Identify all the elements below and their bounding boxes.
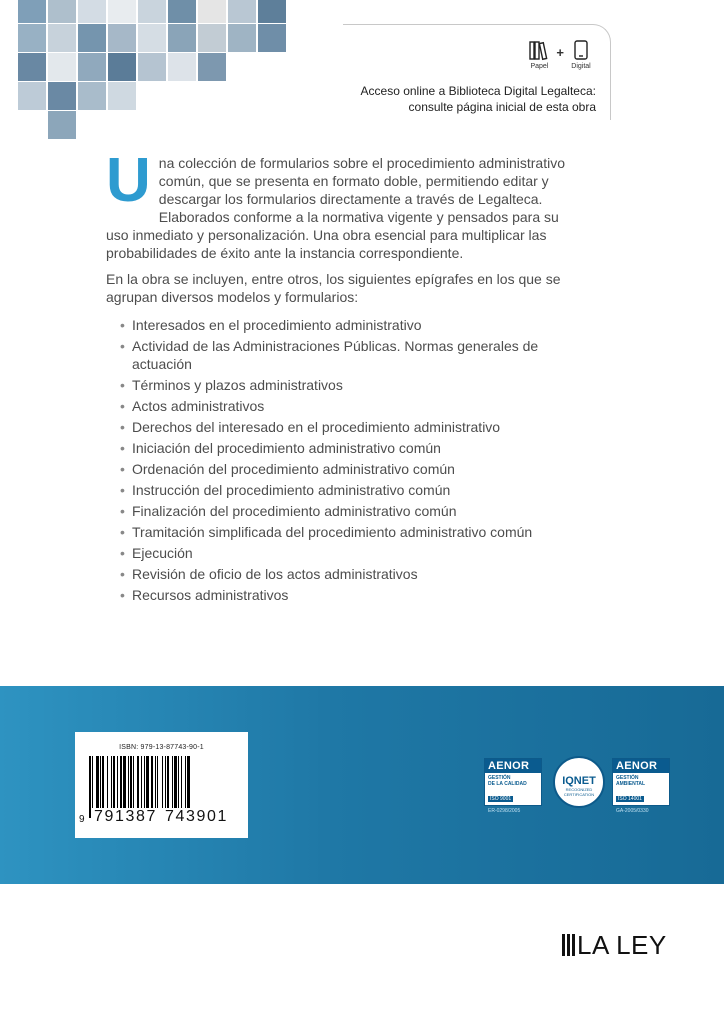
topic-text: Revisión de oficio de los actos administrativos bbox=[132, 566, 418, 582]
barcode-bar bbox=[123, 756, 126, 808]
bullet-icon: • bbox=[120, 440, 125, 456]
mosaic-tile bbox=[18, 24, 46, 52]
topic-text: Interesados en el procedimiento administrativo bbox=[132, 317, 422, 333]
topic-item bbox=[120, 502, 576, 520]
aenor-title: AENOR bbox=[485, 759, 541, 773]
back-cover-description bbox=[106, 146, 576, 607]
mosaic-tile bbox=[78, 82, 106, 110]
topic-item bbox=[120, 586, 576, 604]
bullet-icon: • bbox=[120, 317, 125, 333]
barcode-bar bbox=[167, 756, 169, 808]
mosaic-tile bbox=[18, 53, 46, 81]
bullet-icon: • bbox=[120, 524, 125, 540]
bullet-icon: • bbox=[120, 503, 125, 519]
bullet-icon: • bbox=[120, 566, 125, 582]
format-icons bbox=[528, 39, 592, 70]
intro-text: na colección de formularios sobre el procedimiento administrativo común, que se presenta en formato doble, permitiendo editar y descargar los formularios directamente a través de Legalteca. Elaborados conforme a la normativa vigente y pensados para su uso inmediato y personalización. Una obra esencial para multiplicar las probabilidades de éxito ante la instancia correspondiente. bbox=[106, 155, 565, 261]
access-line-2: consulte página inicial de esta obra bbox=[408, 100, 596, 114]
aenor-environment-seal bbox=[612, 758, 670, 806]
barcode-bar bbox=[111, 756, 112, 808]
barcode-bar bbox=[89, 756, 91, 818]
bullet-icon: • bbox=[120, 398, 125, 414]
iqnet-seal bbox=[553, 756, 605, 808]
mosaic-tile bbox=[228, 0, 256, 23]
topic-item bbox=[120, 481, 576, 499]
topic-text: Recursos administrativos bbox=[132, 587, 289, 603]
barcode-first-digit: 9 bbox=[79, 814, 85, 825]
barcode-bar bbox=[178, 756, 179, 808]
barcode-bar bbox=[100, 756, 101, 808]
barcode-bar bbox=[120, 756, 122, 808]
mosaic-tile bbox=[138, 0, 166, 23]
barcode-bar bbox=[137, 756, 139, 808]
barcode-bar bbox=[151, 756, 153, 808]
topic-item bbox=[120, 376, 576, 394]
barcode-bar bbox=[130, 756, 132, 808]
lead-paragraph: En la obra se incluyen, entre otros, los siguientes epígrafes en los que se agrupan diversos modelos y formularios: bbox=[106, 271, 561, 305]
mosaic-tile bbox=[168, 0, 196, 23]
barcode-bar bbox=[133, 756, 134, 808]
barcode-bar bbox=[157, 756, 158, 808]
mosaic-tile bbox=[108, 53, 136, 81]
topic-text: Instrucción del procedimiento administrativo común bbox=[132, 482, 451, 498]
aenor-line-1: GESTIÓN bbox=[616, 775, 639, 781]
bullet-icon: • bbox=[120, 461, 125, 477]
barcode-bar bbox=[128, 756, 129, 808]
barcode-bar bbox=[162, 756, 163, 808]
aenor-line-2: AMBIENTAL bbox=[616, 781, 646, 787]
mosaic-tile bbox=[228, 24, 256, 52]
la-ley-logo bbox=[562, 932, 667, 958]
aenor-title: AENOR bbox=[613, 759, 669, 773]
mosaic-tile bbox=[258, 24, 286, 52]
topic-text: Actos administrativos bbox=[132, 398, 265, 414]
topic-text: Derechos del interesado en el procedimiento administrativo bbox=[132, 419, 501, 435]
topic-item bbox=[120, 460, 576, 478]
aenor-line-1: GESTIÓN bbox=[488, 775, 511, 781]
barcode-bar bbox=[174, 756, 177, 808]
topic-text: Ordenación del procedimiento administrativo común bbox=[132, 461, 455, 477]
mosaic-tile bbox=[108, 82, 136, 110]
mosaic-tile bbox=[78, 53, 106, 81]
aenor-environment-number: GA-2005/0330 bbox=[616, 808, 649, 814]
mosaic-tile bbox=[168, 53, 196, 81]
barcode-bar bbox=[155, 756, 156, 808]
aenor-code: ISO 9001 bbox=[490, 796, 512, 802]
barcode-bar bbox=[181, 756, 182, 808]
topic-text: Finalización del procedimiento administrativo común bbox=[132, 503, 457, 519]
barcode-bar bbox=[172, 756, 173, 808]
bullet-icon: • bbox=[120, 545, 125, 561]
books-icon bbox=[528, 39, 550, 61]
tablet-icon bbox=[570, 39, 592, 61]
barcode-bar bbox=[107, 756, 108, 808]
aenor-code: ISO 14001 bbox=[618, 796, 642, 802]
access-line-1: Acceso online a Biblioteca Digital Legalteca: bbox=[360, 84, 596, 98]
topic-item bbox=[120, 544, 576, 562]
aenor-quality-seal bbox=[484, 758, 542, 806]
topic-text: Términos y plazos administrativos bbox=[132, 377, 343, 393]
topic-item bbox=[120, 439, 576, 457]
paper-format bbox=[528, 39, 550, 70]
aenor-quality-number: ER-0298/2005 bbox=[488, 808, 521, 814]
mosaic-tile bbox=[78, 0, 106, 23]
iqnet-title: IQNET bbox=[562, 775, 596, 787]
access-text bbox=[361, 83, 596, 115]
iqnet-sub: RECOGNIZED CERTIFICATION bbox=[563, 787, 595, 797]
topic-item bbox=[120, 397, 576, 415]
decorative-mosaic bbox=[0, 0, 290, 145]
online-access-box bbox=[343, 24, 611, 120]
topics-list bbox=[120, 316, 576, 604]
bullet-icon: • bbox=[120, 377, 125, 393]
topic-text: Tramitación simplificada del procedimiento administrativo común bbox=[132, 524, 533, 540]
topic-item bbox=[120, 337, 576, 373]
barcode-bar bbox=[96, 756, 99, 808]
bullet-icon: • bbox=[120, 338, 125, 354]
mosaic-tile bbox=[48, 82, 76, 110]
topic-text: Ejecución bbox=[132, 545, 193, 561]
topic-item bbox=[120, 316, 576, 334]
barcode-box bbox=[75, 732, 248, 838]
mosaic-tile bbox=[108, 24, 136, 52]
mosaic-tile bbox=[138, 53, 166, 81]
bullet-icon: • bbox=[120, 419, 125, 435]
mosaic-tile bbox=[108, 0, 136, 23]
barcode-bar bbox=[146, 756, 149, 808]
mosaic-tile bbox=[138, 24, 166, 52]
intro-paragraph bbox=[106, 146, 576, 262]
mosaic-tile bbox=[198, 53, 226, 81]
barcode-bar bbox=[113, 756, 115, 808]
digital-label: Digital bbox=[571, 63, 591, 70]
mosaic-tile bbox=[18, 82, 46, 110]
topic-item bbox=[120, 418, 576, 436]
barcode-bar bbox=[165, 756, 166, 808]
plus-sign: + bbox=[556, 45, 564, 60]
mosaic-tile bbox=[48, 24, 76, 52]
paper-label: Papel bbox=[530, 63, 549, 70]
logo-text: LA LEY bbox=[577, 930, 667, 960]
mosaic-tile bbox=[258, 0, 286, 23]
bullet-icon: • bbox=[120, 482, 125, 498]
bullet-icon: • bbox=[120, 587, 125, 603]
drop-cap: U bbox=[106, 146, 151, 215]
topic-text: Actividad de las Administraciones Públicas. Normas generales de actuación bbox=[132, 338, 539, 372]
mosaic-tile bbox=[198, 0, 226, 23]
mosaic-tile bbox=[198, 24, 226, 52]
mosaic-tile bbox=[18, 0, 46, 23]
mosaic-tile bbox=[48, 111, 76, 139]
barcode-digits-right: 743901 bbox=[165, 808, 228, 825]
mosaic-tile bbox=[168, 24, 196, 52]
aenor-line-2: DE LA CALIDAD bbox=[488, 781, 527, 787]
mosaic-tile bbox=[48, 53, 76, 81]
barcode-digits-left: 791387 bbox=[94, 808, 157, 825]
topic-item bbox=[120, 565, 576, 583]
mosaic-tile bbox=[48, 0, 76, 23]
mosaic-tile bbox=[78, 24, 106, 52]
topic-text: Iniciación del procedimiento administrativo común bbox=[132, 440, 441, 456]
digital-format bbox=[570, 39, 592, 70]
logo-bars-icon bbox=[562, 934, 575, 956]
barcode-bar bbox=[117, 756, 118, 808]
topic-item bbox=[120, 523, 576, 541]
barcode-bar bbox=[102, 756, 104, 808]
isbn-text: ISBN: 979-13-87743-90-1 bbox=[119, 744, 204, 751]
